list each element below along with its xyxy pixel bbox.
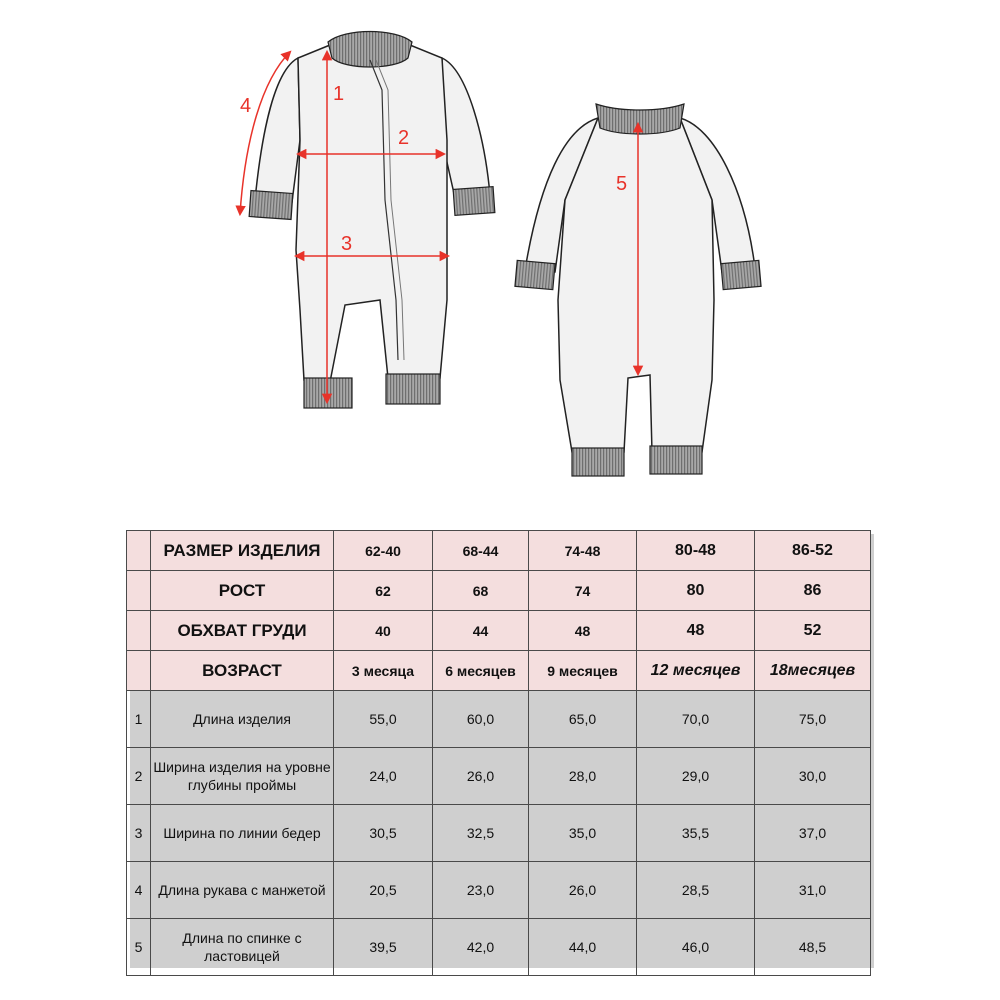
measure-label-4: 4 (240, 95, 252, 117)
row-value: 35,0 (529, 805, 637, 862)
header-value: 80-48 (637, 531, 755, 571)
row-value: 48,5 (755, 919, 871, 976)
row-value: 32,5 (433, 805, 529, 862)
header-value: 52 (755, 611, 871, 651)
header-num-cell (127, 571, 151, 611)
row-value: 46,0 (637, 919, 755, 976)
row-value: 30,5 (334, 805, 433, 862)
size-table (126, 530, 871, 976)
row-value: 28,0 (529, 748, 637, 805)
measure-label-5: 5 (616, 173, 628, 195)
header-value: 74-48 (529, 531, 637, 571)
row-value: 65,0 (529, 691, 637, 748)
table-row (127, 748, 871, 805)
header-num-cell (127, 651, 151, 691)
header-num-cell (127, 531, 151, 571)
header-value: 62-40 (334, 531, 433, 571)
measure-label-1: 1 (333, 83, 345, 105)
header-value: 68-44 (433, 531, 529, 571)
measure-label-2: 2 (398, 127, 410, 149)
row-number: 5 (127, 919, 151, 976)
row-number: 1 (127, 691, 151, 748)
table-row (127, 805, 871, 862)
header-value: 44 (433, 611, 529, 651)
row-number: 3 (127, 805, 151, 862)
row-value: 60,0 (433, 691, 529, 748)
header-label: ОБХВАТ ГРУДИ (151, 611, 334, 651)
table-row (127, 862, 871, 919)
row-name: Длина по спинке с ластовицей (151, 919, 334, 976)
row-value: 44,0 (529, 919, 637, 976)
row-value: 30,0 (755, 748, 871, 805)
row-value: 26,0 (433, 748, 529, 805)
row-value: 20,5 (334, 862, 433, 919)
header-value: 48 (637, 611, 755, 651)
back-view (515, 104, 761, 476)
row-value: 42,0 (433, 919, 529, 976)
header-num-cell (127, 611, 151, 651)
header-value: 48 (529, 611, 637, 651)
row-value: 23,0 (433, 862, 529, 919)
row-value: 28,5 (637, 862, 755, 919)
row-value: 37,0 (755, 805, 871, 862)
header-value: 18месяцев (755, 651, 871, 691)
header-row-height (127, 571, 871, 611)
header-value: 74 (529, 571, 637, 611)
header-label: РОСТ (151, 571, 334, 611)
header-value: 40 (334, 611, 433, 651)
header-value: 12 месяцев (637, 651, 755, 691)
header-row-age (127, 651, 871, 691)
row-name: Ширина изделия на уровне глубины проймы (151, 748, 334, 805)
header-row-size (127, 531, 871, 571)
row-value: 24,0 (334, 748, 433, 805)
header-value: 86 (755, 571, 871, 611)
header-label: РАЗМЕР ИЗДЕЛИЯ (151, 531, 334, 571)
header-value: 3 месяца (334, 651, 433, 691)
row-value: 70,0 (637, 691, 755, 748)
header-value: 62 (334, 571, 433, 611)
row-value: 35,5 (637, 805, 755, 862)
row-value: 29,0 (637, 748, 755, 805)
header-value: 6 месяцев (433, 651, 529, 691)
row-number: 4 (127, 862, 151, 919)
row-name: Ширина по линии бедер (151, 805, 334, 862)
row-name: Длина рукава с манжетой (151, 862, 334, 919)
row-value: 55,0 (334, 691, 433, 748)
header-label: ВОЗРАСТ (151, 651, 334, 691)
header-value: 80 (637, 571, 755, 611)
header-value: 9 месяцев (529, 651, 637, 691)
table-row (127, 691, 871, 748)
header-row-chest (127, 611, 871, 651)
row-value: 39,5 (334, 919, 433, 976)
measure-label-3: 3 (341, 233, 353, 255)
front-view (240, 32, 495, 409)
header-value: 68 (433, 571, 529, 611)
row-value: 75,0 (755, 691, 871, 748)
table-row (127, 919, 871, 976)
row-value: 31,0 (755, 862, 871, 919)
row-name: Длина изделия (151, 691, 334, 748)
row-value: 26,0 (529, 862, 637, 919)
header-value: 86-52 (755, 531, 871, 571)
row-number: 2 (127, 748, 151, 805)
